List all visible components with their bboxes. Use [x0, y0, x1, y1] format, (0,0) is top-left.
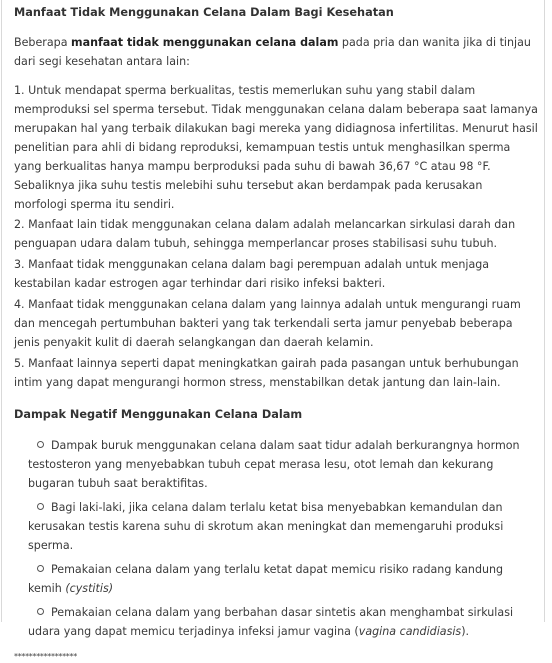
- circle-bullet-icon: [37, 608, 44, 615]
- benefit-item-5: 5. Manfaat lainnya seperti dapat meningkatkan gairah pada pasangan untuk berhubungan intim yang dapat mengurangi hormon stress, menstabilkan detak jantung dan lain-lain.: [14, 357, 519, 389]
- intro-paragraph: [14, 33, 544, 71]
- list-item: [28, 436, 536, 493]
- list-item: [28, 603, 536, 641]
- section-title-benefits: Manfaat Tidak Menggunakan Celana Dalam Bagi Kesehatan: [14, 6, 394, 19]
- list-item-text: Dampak buruk menggunakan celana dalam saat tidur adalah berkurangnya hormon testosteron yang menyebabkan tubuh cepat merasa lesu, otot lemah dan kekurang bugaran tubuh saat beraktifitas.: [28, 439, 520, 490]
- list-item-text: Pemakaian celana dalam yang berbahan dasar sintetis akan menghambat sirkulasi udara yang dapat memicu terjadinya infeksi jamur vagina (: [28, 606, 514, 638]
- negative-list: [14, 436, 544, 641]
- list-item-text: Pemakaian celana dalam yang terlalu ketat dapat memicu risiko radang kandung kemih: [28, 563, 504, 595]
- article: [1, 0, 545, 661]
- separator-stars: *****************: [14, 652, 77, 661]
- benefit-item-2: 2. Manfaat lain tidak menggunakan celana dalam adalah melancarkan sirkulasi darah dan penguapan udara dalam tubuh, sehingga memperlancar proses stabilisasi suhu tubuh.: [14, 218, 516, 250]
- benefit-item-1: 1. Untuk mendapat sperma berkualitas, testis memerlukan suhu yang stabil dalam memproduksi sel sperma tersebut. Tidak menggunakan celana dalam beberapa saat lamanya merupakan hal yang terbaik dilakukan bagi mereka yang didiagnosa infertilitas. Menurut hasil penelitian para ahli di bidang reproduksi, kemampuan testis untuk menghasilkan sperma yang berkualitas hanya mampu berproduksi pada suhu di bawah 36,67 °C atau 98 °F. Sebaliknya jika suhu testis melebihi suhu tersebut akan berdampak pada kerusakan morfologi sperma itu sendiri.: [14, 84, 538, 211]
- list-item: [28, 560, 536, 598]
- circle-bullet-icon: [37, 441, 44, 448]
- list-item-text: Bagi laki-laki, jika celana dalam terlalu ketat bisa menyebabkan kemandulan dan kerusakan testis karena suhu di skrotum akan meningkat dan memengaruhi produksi sperma.: [28, 501, 504, 552]
- circle-bullet-icon: [37, 565, 44, 572]
- list-item-term: vagina candidiasis: [358, 625, 462, 638]
- benefit-item-3: 3. Manfaat tidak menggunakan celana dalam bagi perempuan adalah untuk menjaga kestabilan kadar estrogen agar terhindar dari risiko infeksi bakteri.: [14, 258, 490, 290]
- list-item-term: (cystitis): [65, 582, 114, 595]
- list-item-text-end: ).: [461, 625, 470, 638]
- section-title-negative: Dampak Negatif Menggunakan Celana Dalam: [14, 408, 303, 421]
- circle-bullet-icon: [37, 503, 44, 510]
- intro-text-after: pada pria dan wanita jika di tinjau dari segi kesehatan antara lain:: [14, 36, 531, 68]
- intro-text-before: Beberapa: [14, 36, 72, 49]
- list-item: [28, 498, 536, 555]
- benefit-item-4: 4. Manfaat tidak menggunakan celana dalam yang lainnya adalah untuk mengurangi ruam dan mencegah pertumbuhan bakteri yang tak terkendali serta jamur penyebab beberapa jenis penyakit kulit di daerah selangkangan dan daerah kelamin.: [14, 298, 521, 349]
- intro-keyword: manfaat tidak menggunakan celana dalam: [71, 36, 339, 49]
